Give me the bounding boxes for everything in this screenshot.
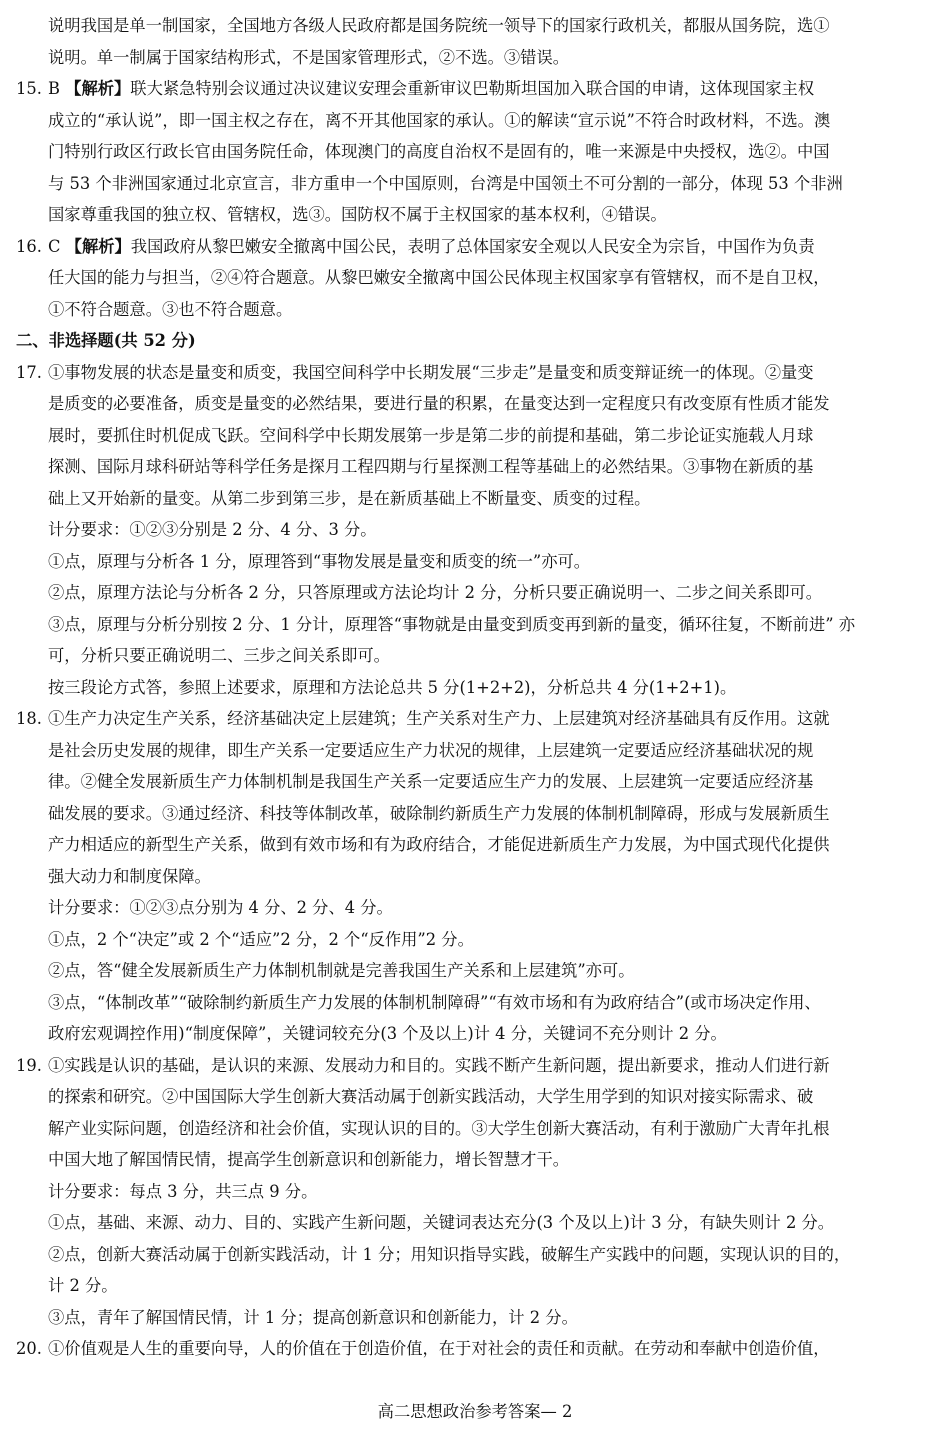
q19-scoring-2: ①点，基础、来源、动力、目的、实践产生新问题，关键词表达充分(3 个及以上)计 3 分，有缺失则计 2 分。 xyxy=(48,1213,835,1232)
q15-line-2: 成立的“承认说”，即一国主权之存在，离不开其他国家的承认。①的解读“宣示说”不符合时政材料，不选。澳 xyxy=(48,110,831,130)
q17-line-5: 础上又开始新的量变。从第二步到第三步，是在新质基础上不断量变、质变的过程。 xyxy=(48,488,651,508)
q16-line-3: ①不符合题意。③也不符合题意。 xyxy=(48,299,293,319)
page-footer: 高二思想政治参考答案— 2 xyxy=(377,1402,573,1421)
q18-line-2: 是社会历史发展的规律，即生产关系一定要适应生产力状况的规律，上层建筑一定要适应经济基础状况的规 xyxy=(48,740,814,760)
q18-scoring-3: ②点，答“健全发展新质生产力体制机制就是完善我国生产关系和上层建筑”亦可。 xyxy=(48,961,635,980)
q17-scoring-5: 可，分析只要正确说明二、三步之间关系即可。 xyxy=(48,646,390,665)
q17-line-2: 是质变的必要准备，质变是量变的必然结果，要进行量的积累，在量变达到一定程度只有改变原有性质才能发 xyxy=(48,394,830,413)
q14-tail-line-2: 说明。单一制属于国家结构形式，不是国家管理形式，②不选。③错误。 xyxy=(48,47,570,67)
q17-line-1 xyxy=(16,357,928,389)
q19-scoring-1: 计分要求：每点 3 分，共三点 9 分。 xyxy=(48,1181,318,1201)
q17-scoring-3: ②点，原理方法论与分析各 2 分，只答原理或方法论均计 2 分，分析只要正确说明一、二步之间关系即可。 xyxy=(48,583,823,602)
q18-scoring-5: 政府宏观调控作用)“制度保障”，关键词较充分(3 个及以上)计 4 分，关键词不充分则计 2 分。 xyxy=(48,1024,727,1043)
q19-line-4: 中国大地了解国情民情，提高学生创新意识和创新能力，增长智慧才干。 xyxy=(48,1150,570,1169)
q19-line-1 xyxy=(16,1050,928,1082)
q17-number: 17. xyxy=(16,362,42,382)
q19-text-1: ①实践是认识的基础，是认识的来源、发展动力和目的。实践不断产生新问题，提出新要求，推动人们进行新 xyxy=(48,1055,830,1075)
q19-number: 19. xyxy=(16,1055,42,1075)
q15-line-5: 国家尊重我国的独立权、管辖权，选③。国防权不属于主权国家的基本权利，④错误。 xyxy=(48,205,667,224)
q17-scoring-2: ①点，原理与分析各 1 分，原理答到“事物发展是量变和质变的统一”亦可。 xyxy=(48,551,591,571)
q16-answer: C xyxy=(48,236,61,256)
q18-line-6: 强大动力和制度保障。 xyxy=(48,866,211,886)
q16-analysis-tag: 【解析】 xyxy=(65,236,131,256)
q18-number: 18. xyxy=(16,709,42,728)
q20-text-1: ①价值观是人生的重要向导，人的价值在于创造价值，在于对社会的责任和贡献。在劳动和奉献中创造价值， xyxy=(48,1339,830,1358)
q15-answer: B xyxy=(48,79,60,98)
q17-scoring-6: 按三段论方式答，参照上述要求，原理和方法论总共 5 分(1+2+2)，分析总共 4 分(1+2+1)。 xyxy=(48,677,737,697)
section-heading: 二、非选择题(共 52 分) xyxy=(16,331,196,350)
q19-scoring-3: ②点，创新大赛活动属于创新实践活动，计 1 分；用知识指导实践，破解生产实践中的问题，实现认识的目的， xyxy=(48,1244,851,1264)
q18-line-5: 产力相适应的新型生产关系，做到有效市场和有为政府结合，才能促进新质生产力发展，为中国式现代化提供 xyxy=(48,835,830,854)
q17-line-3: 展时，要抓住时机促成飞跃。空间科学中长期发展第一步是第二步的前提和基础，第二步论证实施载人月球 xyxy=(48,425,814,445)
q19-scoring-5: ③点，青年了解国情民情，计 1 分；提高创新意识和创新能力，计 2 分。 xyxy=(48,1307,578,1327)
q18-text-1: ①生产力决定生产关系，经济基础决定上层建筑；生产关系对生产力、上层建筑对经济基础具有反作用。这就 xyxy=(48,709,830,728)
q16-number: 16. xyxy=(16,236,42,256)
q19-line-3: 解产业实际问题，创造经济和社会价值，实现认识的目的。③大学生创新大赛活动，有利于激励广大青年扎根 xyxy=(48,1118,830,1138)
q17-scoring-1: 计分要求：①②③分别是 2 分、4 分、3 分。 xyxy=(48,520,377,539)
q18-scoring-2: ①点，2 个“决定”或 2 个“适应”2 分，2 个“反作用”2 分。 xyxy=(48,929,474,949)
q15-line-1 xyxy=(16,73,928,105)
q18-line-1 xyxy=(16,703,928,735)
q17-scoring-4: ③点，原理与分析分别按 2 分、1 分计，原理答“事物就是由量变到质变再到新的量变，循环往复，不断前进” 亦 xyxy=(48,614,856,634)
q15-text-1: 联大紧急特别会议通过决议建议安理会重新审议巴勒斯坦国加入联合国的申请，这体现国家主权 xyxy=(130,79,815,98)
q20-number: 20. xyxy=(16,1339,42,1358)
q14-tail-line-1: 说明我国是单一制国家，全国地方各级人民政府都是国务院统一领导下的国家行政机关，都服从国务院，选① xyxy=(48,16,830,35)
q17-line-4: 探测、国际月球科研站等科学任务是探月工程四期与行星探测工程等基础上的必然结果。③事物在新质的基 xyxy=(48,457,814,476)
q16-line-1 xyxy=(16,231,928,263)
q15-line-4: 与 53 个非洲国家通过北京宣言，非方重申一个中国原则，台湾是中国领土不可分割的一部分，体现 53 个非洲 xyxy=(48,173,843,193)
q16-line-2: 任大国的能力与担当，②④符合题意。从黎巴嫩安全撤离中国公民体现主权国家享有管辖权，而不是自卫权， xyxy=(48,268,830,287)
q19-line-2: 的探索和研究。②中国国际大学生创新大赛活动属于创新实践活动，大学生用学到的知识对接实际需求、破 xyxy=(48,1087,814,1106)
q18-line-4: 础发展的要求。③通过经济、科技等体制改革，破除制约新质生产力发展的体制机制障碍，形成与发展新质生 xyxy=(48,803,830,823)
q18-scoring-4: ③点，“体制改革”“破除制约新质生产力发展的体制机制障碍”“有效市场和有为政府结合”(或市场决定作用、 xyxy=(48,992,821,1012)
q20-line-1 xyxy=(16,1333,928,1365)
q18-line-3: 律。②健全发展新质生产力体制机制是我国生产关系一定要适应生产力的发展、上层建筑一定要适应经济基 xyxy=(48,772,814,791)
q15-line-3: 门特别行政区行政长官由国务院任命，体现澳门的高度自治权不是固有的，唯一来源是中央授权，选②。中国 xyxy=(48,142,830,161)
q18-scoring-1: 计分要求：①②③点分别为 4 分、2 分、4 分。 xyxy=(48,898,393,917)
q15-analysis-tag: 【解析】 xyxy=(65,79,131,98)
q17-text-1: ①事物发展的状态是量变和质变，我国空间科学中长期发展“三步走”是量变和质变辩证统一的体现。②量变 xyxy=(48,362,814,382)
q15-number: 15. xyxy=(16,79,42,98)
q19-scoring-4: 计 2 分。 xyxy=(48,1276,118,1295)
q16-text-1: 我国政府从黎巴嫩安全撤离中国公民，表明了总体国家安全观以人民安全为宗旨，中国作为负责 xyxy=(130,236,815,256)
